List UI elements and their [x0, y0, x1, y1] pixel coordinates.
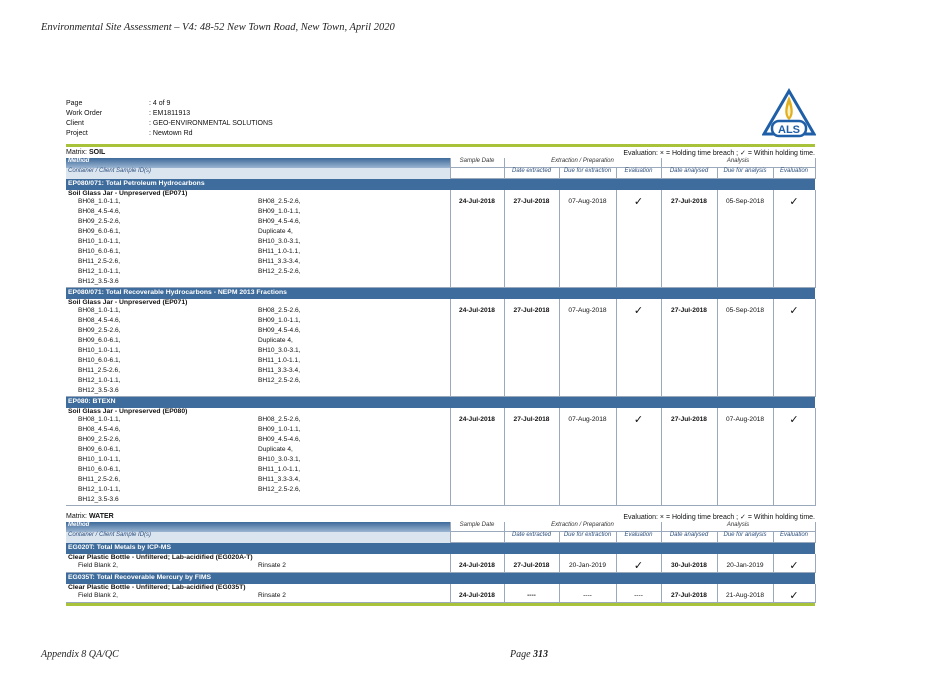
sample-date-header: Sample Date: [450, 522, 504, 532]
date-extracted: ----: [504, 584, 559, 603]
holding-time-report: [66, 144, 815, 606]
sample-id: BH08_4.5-4.6,: [78, 317, 121, 324]
sample-id: BH12_3.5-3.6: [78, 387, 119, 394]
date-extracted-header: Date extracted: [504, 532, 559, 543]
analysis-evaluation-icon: ✓: [773, 299, 815, 397]
meta-label: Project: [66, 130, 88, 137]
container-type: Clear Plastic Bottle - Unfiltered; Lab-acidified (EG020A-T): [68, 554, 253, 561]
meta-value: : 4 of 9: [149, 100, 171, 107]
sample-id: BH10_3.0-3.1,: [258, 347, 301, 354]
sample-id: BH10_1.0-1.1,: [78, 347, 121, 354]
meta-label: Page: [66, 100, 83, 107]
meta-value: : EM1811913: [149, 110, 191, 117]
sample-id: BH10_1.0-1.1,: [78, 238, 121, 245]
sample-id: [258, 495, 378, 505]
evaluation-legend: Evaluation: × = Holding time breach ; ✓ = Within holding time.: [623, 513, 815, 521]
sample-id: BH08_1.0-1.1,: [78, 307, 121, 314]
sample-id: BH12_1.0-1.1,: [78, 268, 121, 275]
analysis-header: Analysis: [661, 522, 815, 532]
sample-id: BH09_1.0-1.1,: [258, 426, 301, 433]
container-cell: [66, 584, 450, 603]
table-row: [66, 554, 815, 573]
date-analysed: 27-Jul-2018: [661, 299, 717, 397]
page-number: Page 313: [510, 649, 549, 660]
matrix-line: [66, 147, 815, 158]
container-cell: [66, 299, 450, 397]
due-extraction-header: Due for extraction: [559, 532, 616, 543]
meta-row: [66, 119, 273, 129]
method-section-title: EP080: BTEXN: [66, 397, 815, 409]
evaluation-header: Evaluation: [773, 532, 815, 543]
sample-list: [68, 561, 448, 571]
sample-id: BH12_2.5-2.6,: [258, 268, 301, 275]
container-type: Clear Plastic Bottle - Unfiltered; Lab-acidified (EG035T): [68, 584, 246, 591]
container-type: Soil Glass Jar - Unpreserved (EP080): [68, 408, 188, 415]
meta-value: : GEO-ENVIRONMENTAL SOLUTIONS: [149, 120, 273, 127]
sample-id: [258, 277, 378, 287]
sample-id: BH10_1.0-1.1,: [78, 456, 121, 463]
date-analysed: 27-Jul-2018: [661, 584, 717, 603]
table-row: [66, 584, 815, 603]
sample-id: BH08_4.5-4.6,: [78, 426, 121, 433]
container-cell: [66, 554, 450, 573]
sample-id: BH08_2.5-2.6,: [258, 198, 301, 205]
document-footer: Appendix 8 QA/QC: [41, 649, 119, 660]
sample-id: Duplicate 4,: [258, 228, 293, 235]
sample-id: BH11_3.3-3.4,: [258, 258, 301, 265]
date-extracted: 27-Jul-2018: [504, 408, 559, 506]
soil-table: [66, 158, 816, 506]
analysis-evaluation-icon: ✓: [773, 190, 815, 288]
date-analysed: 27-Jul-2018: [661, 190, 717, 288]
extraction-header: Extraction / Preparation: [504, 158, 661, 168]
sample-id: BH11_2.5-2.6,: [78, 258, 121, 265]
sample-id: BH08_2.5-2.6,: [258, 307, 301, 314]
sample-date: 24-Jul-2018: [450, 408, 504, 506]
sample-id: BH09_4.5-4.6,: [258, 218, 301, 225]
due-for-analysis: 05-Sep-2018: [717, 190, 773, 288]
sample-list: [68, 306, 448, 396]
matrix-label: Matrix: SOIL: [66, 149, 106, 156]
due-analysis-header: Due for analysis: [717, 168, 773, 179]
meta-value: : Newtown Rd: [149, 130, 193, 137]
sample-list: [68, 197, 448, 287]
sample-id: BH11_1.0-1.1,: [258, 466, 301, 473]
container-type: Soil Glass Jar - Unpreserved (EP071): [68, 190, 188, 197]
due-for-extraction: 07-Aug-2018: [559, 299, 616, 397]
sample-id: Rinsate 2: [258, 592, 286, 599]
meta-row: [66, 99, 273, 109]
sample-id: BH11_2.5-2.6,: [78, 367, 121, 374]
method-section-title: EP080/071: Total Petroleum Hydrocarbons: [66, 179, 815, 191]
evaluation-legend: Evaluation: × = Holding time breach ; ✓ = Within holding time.: [623, 149, 815, 157]
sample-id: BH09_4.5-4.6,: [258, 327, 301, 334]
due-for-analysis: 05-Sep-2018: [717, 299, 773, 397]
sample-date: 24-Jul-2018: [450, 190, 504, 288]
container-cell: [66, 408, 450, 506]
green-rule-bottom: [66, 603, 815, 606]
sample-list: [68, 415, 448, 505]
evaluation-header: Evaluation: [773, 168, 815, 179]
matrix-line: [66, 511, 815, 522]
sample-list: [68, 591, 448, 601]
container-type: Soil Glass Jar - Unpreserved (EP071): [68, 299, 188, 306]
date-analysed: 30-Jul-2018: [661, 554, 717, 573]
extraction-evaluation-icon: ----: [616, 584, 661, 603]
sample-id: BH10_6.0-6.1,: [78, 357, 121, 364]
sample-date: 24-Jul-2018: [450, 584, 504, 603]
extraction-evaluation-icon: ✓: [616, 190, 661, 288]
date-extracted: 27-Jul-2018: [504, 554, 559, 573]
sample-id: BH09_1.0-1.1,: [258, 208, 301, 215]
due-for-extraction: ----: [559, 584, 616, 603]
sample-id: BH09_6.0-6.1,: [78, 446, 121, 453]
sample-id: BH09_2.5-2.6,: [78, 327, 121, 334]
date-analysed-header: Date analysed: [661, 168, 717, 179]
evaluation-header: Evaluation: [616, 168, 661, 179]
sample-id: BH09_4.5-4.6,: [258, 436, 301, 443]
method-header: Method: [66, 158, 450, 168]
sample-id: BH11_3.3-3.4,: [258, 476, 301, 483]
extraction-header: Extraction / Preparation: [504, 522, 661, 532]
sample-id: BH12_2.5-2.6,: [258, 377, 301, 384]
method-section-title: EG020T: Total Metals by ICP-MS: [66, 543, 815, 555]
sample-id: BH09_1.0-1.1,: [258, 317, 301, 324]
sample-id: BH08_1.0-1.1,: [78, 198, 121, 205]
method-header: Method: [66, 522, 450, 532]
sample-id: BH08_2.5-2.6,: [258, 416, 301, 423]
due-for-extraction: 07-Aug-2018: [559, 190, 616, 288]
sample-id: BH10_3.0-3.1,: [258, 456, 301, 463]
sample-date: 24-Jul-2018: [450, 554, 504, 573]
sample-date-header: Sample Date: [450, 158, 504, 168]
container-header: Container / Client Sample ID(s): [66, 532, 450, 543]
sample-id: BH12_3.5-3.6: [78, 496, 119, 503]
method-section-title: EG035T: Total Recoverable Mercury by FIMS: [66, 573, 815, 585]
extraction-evaluation-icon: ✓: [616, 299, 661, 397]
als-logo: [762, 88, 816, 140]
sample-id: BH09_2.5-2.6,: [78, 436, 121, 443]
sample-id: Field Blank 2,: [78, 562, 118, 569]
due-for-analysis: 20-Jan-2019: [717, 554, 773, 573]
sample-id: Field Blank 2,: [78, 592, 118, 599]
sample-id: BH08_4.5-4.6,: [78, 208, 121, 215]
report-meta: [66, 99, 273, 139]
sample-id: BH10_6.0-6.1,: [78, 466, 121, 473]
analysis-evaluation-icon: ✓: [773, 584, 815, 603]
date-extracted-header: Date extracted: [504, 168, 559, 179]
sample-id: BH09_2.5-2.6,: [78, 218, 121, 225]
matrix-label: Matrix: WATER: [66, 513, 114, 520]
extraction-evaluation-icon: ✓: [616, 408, 661, 506]
analysis-evaluation-icon: ✓: [773, 554, 815, 573]
svg-text:ALS: ALS: [778, 124, 800, 136]
sample-id: Duplicate 4,: [258, 446, 293, 453]
sample-date: 24-Jul-2018: [450, 299, 504, 397]
analysis-header: Analysis: [661, 158, 815, 168]
sample-id: BH11_3.3-3.4,: [258, 367, 301, 374]
meta-row: [66, 109, 273, 119]
sample-id: BH10_3.0-3.1,: [258, 238, 301, 245]
due-for-analysis: 07-Aug-2018: [717, 408, 773, 506]
due-for-extraction: 07-Aug-2018: [559, 408, 616, 506]
extraction-evaluation-icon: ✓: [616, 554, 661, 573]
container-cell: [66, 190, 450, 288]
due-extraction-header: Due for extraction: [559, 168, 616, 179]
sample-id: Duplicate 4,: [258, 337, 293, 344]
sample-id: [258, 386, 378, 396]
date-extracted: 27-Jul-2018: [504, 299, 559, 397]
sample-id: BH09_6.0-6.1,: [78, 337, 121, 344]
table-row: [66, 299, 815, 397]
due-analysis-header: Due for analysis: [717, 532, 773, 543]
sample-id: BH09_6.0-6.1,: [78, 228, 121, 235]
sample-id: BH12_1.0-1.1,: [78, 486, 121, 493]
sample-id: BH11_1.0-1.1,: [258, 357, 301, 364]
sample-id: BH11_2.5-2.6,: [78, 476, 121, 483]
water-table: [66, 522, 816, 603]
table-row: [66, 408, 815, 506]
date-analysed-header: Date analysed: [661, 532, 717, 543]
due-for-extraction: 20-Jan-2019: [559, 554, 616, 573]
meta-label: Client: [66, 120, 84, 127]
date-analysed: 27-Jul-2018: [661, 408, 717, 506]
date-extracted: 27-Jul-2018: [504, 190, 559, 288]
sample-id: Rinsate 2: [258, 562, 286, 569]
container-header: Container / Client Sample ID(s): [66, 168, 450, 179]
meta-row: [66, 129, 273, 139]
meta-label: Work Order: [66, 110, 103, 117]
sample-id: BH12_3.5-3.6: [78, 278, 119, 285]
sample-id: BH08_1.0-1.1,: [78, 416, 121, 423]
method-section-title: EP080/071: Total Recoverable Hydrocarbons - NEPM 2013 Fractions: [66, 288, 815, 300]
analysis-evaluation-icon: ✓: [773, 408, 815, 506]
evaluation-header: Evaluation: [616, 532, 661, 543]
document-header: Environmental Site Assessment – V4: 48-52 New Town Road, New Town, April 2020: [41, 22, 395, 33]
due-for-analysis: 21-Aug-2018: [717, 584, 773, 603]
sample-id: BH10_6.0-6.1,: [78, 248, 121, 255]
table-row: [66, 190, 815, 288]
sample-id: BH12_2.5-2.6,: [258, 486, 301, 493]
sample-id: BH11_1.0-1.1,: [258, 248, 301, 255]
sample-id: BH12_1.0-1.1,: [78, 377, 121, 384]
